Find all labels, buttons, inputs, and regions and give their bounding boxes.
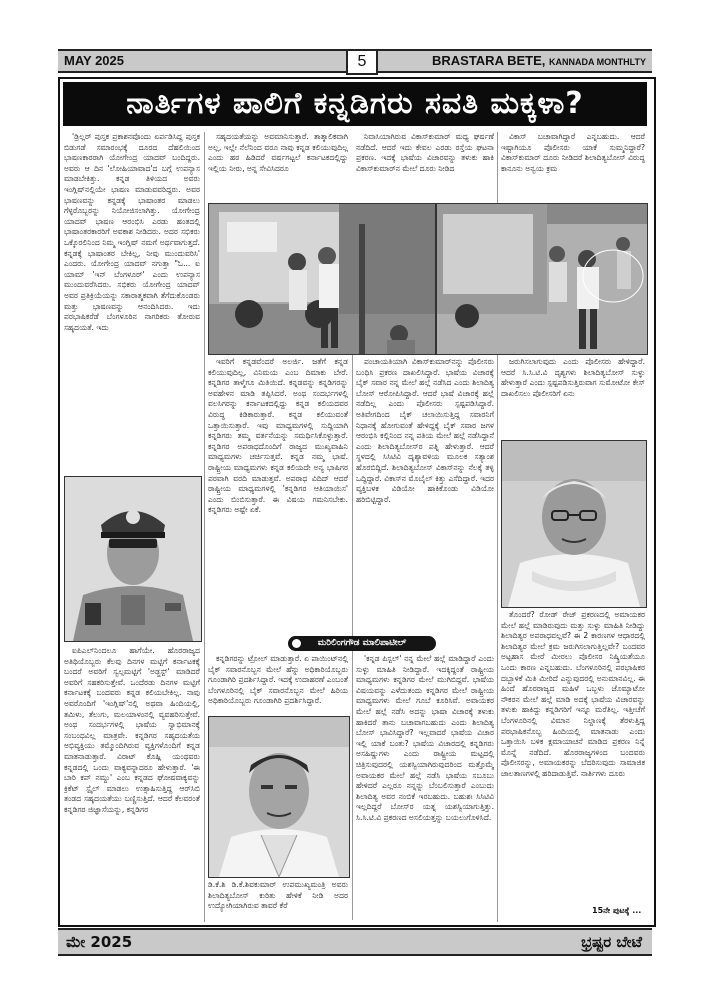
article-text: ವಿಕಾಸ್ ಬಚಾವಾಗಿದ್ದಾರೆ ಎನ್ನಬಹುದು. ಆದರೆ ಇಷ್ಟಾಗಿಯೂ ಪೊಲೀಸರು ಯಾಕೆ ಸುಮ್ಮನಿದ್ದಾರೆ? ವಿಕಾಸ್‌ಕುಮಾರ್ ದೂರು ನೀಡಿದರೆ ಶಿಲಾದಿತ್ಯಬೋಸ್ ವಿರುದ್ಧ ಕಾನೂನು ಅನ್ವಯ ಕ್ರಮ bbox=[501, 132, 645, 173]
article-column-3-mid bbox=[356, 357, 494, 633]
article-headline: ನಾರ್ತಿಗಳ ಪಾಲಿಗೆ ಕನ್ನಡಿಗರು ಸವತಿ ಮಕ್ಕಳಾ? bbox=[63, 82, 647, 126]
dks-photo bbox=[208, 716, 350, 878]
article-text: ತೊಂದರೆ? ರೋಡ್ ರೇಜ್ ಪ್ರಕರಣದಲ್ಲಿ ಅಮಾಯಕರ ಮೇಲೆ ಹಲ್ಲೆ ಮಾಡಿರುವುದು ಮತ್ತು ಸುಳ್ಳು ಮಾಹಿತಿ ನೀಡಿದ್ದು ಶಿಲಾದಿತ್ಯರ ಅಪರಾಧವಲ್ಲವೆ? ಈ 2 ಕಾರಣಗಳ ಆಧಾರದಲ್ಲಿ ಶಿಲಾದಿತ್ಯರ ಮೇಲೆ ಕ್ರಮ ಜರುಗಿಸಲಾಗುತ್ತಿಲ್ಲವೇ? ಬಂದವರ ಅಟ್ಟಹಾಸ ಮೇರೆ ಮೀರಲು ಪೊಲೀಸರ ನಿಷ್ಕ್ರಿಯತೆಯೂ ಒಂದು ಕಾರಣ ಎನ್ನಬಹುದು. ಬೆಂಗಳೂರಿನಲ್ಲಿ ಪರಭಾಷಿಕರ ದಬ್ಬಾಳಿಕೆ ಮಿತಿ ಮೀರಿದೆ ಎನ್ನುವುದರಲ್ಲಿ ಅನುಮಾನವಿಲ್ಲ. ಈ ಹಿಂದೆ ಹೊರರಾಜ್ಯದ ಮಹಿಳೆ ಒಬ್ಬಳು ಜೊಮ್ಯಾಟೋ ನೌಕರನ ಮೇಲೆ ಹಲ್ಲೆ ಮಾಡಿ ಅದಕ್ಕೆ ಭಾಷೆಯ ವಿಚಾರವನ್ನು ತಳುಕು ಹಾಕಿದ್ದು ಕನ್ನಡಿಗರಿಗೆ ಇನ್ನೂ ಮರೆತಿಲ್ಲ. ಇತ್ತೀಚೆಗೆ ಬೆಂಗಳೂರಿನಲ್ಲಿ ವಿಮಾನ ನಿಲ್ದಾಣಕ್ಕೆ ತೆರಳುತ್ತಿದ್ದ ಪರಭಾಷಿಕನೊಬ್ಬ ಹಿಂದಿಯಲ್ಲಿ ಮಾತನಾಡು ಎಂದು ಒತ್ತಾಯಿಸಿ ಬಳಿಕ ಕ್ಷಮಾಯಾಚನೆ ಮಾಡಿದ ಪ್ರಕರಣ ನಿನ್ನೆ ಮೊನ್ನೆ ನಡೆದಿದೆ. ಹೊರರಾಜ್ಯಗಳಿಂದ ಬಂದವರು ಪೊಲೀಸರನ್ನು, ಅಮಾಯಕರನ್ನು ಬೆದರಿಸುವುದು ಸಾಮಾಜಿಕ ಜಾಲತಾಣಗಳಲ್ಲಿ ಹರಿದಾಡುತ್ತಿವೆ. ನಾರ್ತಿಗಳು ದೂರು bbox=[501, 610, 645, 778]
article-column-1-bottom bbox=[64, 646, 200, 922]
author-byline bbox=[288, 636, 436, 651]
article-text: 'ಡ್ರಿಲ್ಲರ್ ಪುಸ್ತಕ ಪ್ರಕಾಶನವೊಂದು ಏರ್ಪಡಿಸಿದ್ದ ಪುಸ್ತಕ ಬಿಡುಗಡೆ ಸಮಾರಂಭಕ್ಕೆ ದೂರದ ದೆಹಲಿಯಿಂದ ಭಾಷಣಕಾರರಾಗಿ ಯೋಗೇಂದ್ರ ಯಾದವ್ ಬಂದಿದ್ದರು. ಅವರು ಆ ದಿನ 'ಲೋಹಿಯಾವಾದ'ದ ಬಗ್ಗೆ ಉಪನ್ಯಾಸ ಮಾಡಬೇಕಿತ್ತು. ಕನ್ನಡ ತಿಳಿಯದ ಅವರು ಇಂಗ್ಲಿಷ್‌ನಲ್ಲಿಯೇ ಭಾಷಣ ಮಾಡುವವರಿದ್ದರು. ಅವರ ಭಾಷಣವನ್ನು ಕನ್ನಡಕ್ಕೆ ಭಾಷಾಂತರ ಮಾಡಲು ಗೆಳ್ಳರೊಬ್ಬರನ್ನು ನಿಯೋಜಿಸಲಾಗಿತ್ತು. ಯೋಗೇಂದ್ರ ಯಾದವ್ ಭಾಷಣ ಆರಂಭಿಸಿ ಎರಡು ಹಂತದಲ್ಲಿ ಭಾಷಾಂತರಕಾರರಿಗೆ ಅವಕಾಶ ನೀಡಿದರು. ಅದರ ಸಭಿಕರು ಒಕ್ಕೊರಲಿನಿಂದ ನಿಮ್ಮ ಇಂಗ್ಲಿಷ್ ನಮಗೆ ಅರ್ಥವಾಗುತ್ತದೆ. ಕನ್ನಡಕ್ಕೆ ಭಾಷಾಂತರ ಬೇಕಿಲ್ಲ, ನೀವು ಮುಂದುವರಿಸಿ' ಎಂದರು. ಯೋಗೇಂದ್ರ ಯಾದವ್ ನಗುತ್ತಾ "ಓ... ಐ ಯಾಮ್ 'ಇನ್ ಬೆಂಗಳೂರ್' ಎಂದು ಉಪನ್ಯಾಸ ಮುಂದುವರೆಸಿದರು. ಸಭಿಕರು ಯೋಗೇಂದ್ರ ಯಾದವ್ ಅವರ ಪ್ರತಿಕ್ರಿಯೆಯನ್ನು ಸಕಾರಾತ್ಮಕವಾಗಿ ತೆಗೆದುಕೊಂಡರು ಮತ್ತು ಭಾಷಣವನ್ನು ಆನಂದಿಸಿದರು. ಇದು ಪರಭಾಷಿಕರೆಡೆ ಬೆಂಗಳೂರಿನ ನಾಗರಿಕರು ತೋರುವ ಸಹೃದಯತೆ. ಇದು bbox=[64, 132, 200, 332]
article-text: ಇವರಿಗೆ ಕನ್ನಡವೆಂದರೆ ಅಲರ್ಜಿ. ಜತೆಗೆ ಕನ್ನಡ ಕಲಿಯುವುದಿಲ್ಲ, ವಿನಿಮಯ ಎಂಬ ದಿಮಾಕು ಬೇರೆ. ಕನ್ನಡಿಗರ ತಾಳ್ಮೆಗೂ ಮಿತಿಯಿದೆ. ಕನ್ನಡವನ್ನು ಕನ್ನಡಿಗರನ್ನು ಅವಹೇಳನ ಮಾಡಿ ತಪ್ಪಿಸಿದರೆ. ಅಂಥ ಸಂದರ್ಭಗಳಲ್ಲಿ ವಲಸಿಗರನ್ನು ಕರ್ನಾಟಕದಲ್ಲಿದ್ದು ಕನ್ನಡ ಕಲಿಯದವರ ವಿರುದ್ಧ ಕಿಡಿಕಾರುತ್ತಾರೆ. ಕನ್ನಡ ಕಲಿಯುವಂತೆ ಒತ್ತಾಯಿಸುತ್ತಾರೆ. ಇವು ಮಾಧ್ಯಮಗಳಲ್ಲಿ ಸುದ್ದಿಯಾಗಿ ಕನ್ನಡಿಗರು ತಮ್ಮ ವರ್ತನೆಯನ್ನು ಸಮರ್ಥಿಸಿಕೊಳ್ಳುತ್ತಾರೆ. ಕನ್ನಡಿಗರ ಅಪರಾಧದೊಂದಿಗೆ ರಾಜ್ಯದ ಮುಖ್ಯವಾಹಿನಿ ಮಾಧ್ಯಮಗಳು ಚರ್ಚಿಸುತ್ತವೆ. ಕನ್ನಡ ನಮ್ಮ ಭಾಷೆ. ರಾಷ್ಟ್ರೀಯ ಮಾಧ್ಯಮಗಳು ಕನ್ನಡ ಕಲಿಯದೇ ಅನ್ಯ ಭಾಷಿಗರ ಪರವಾಗಿ ವರದಿ ಮಾಡುತ್ತವೆ. ಅಪರಾಧ ವಿದಿದ್ ಆದರೆ ರಾಷ್ಟ್ರೀಯ ಮಾಧ್ಯಮಗಳಲ್ಲಿ 'ಕನ್ನಡಿಗರ ಆತಿಯಾಯಿಸ' ಎಂದು ಬಿಂಬಿಸುತ್ತಾರೆ. ಈ ವಿಷಯ ಗಮನಿಸಬೇಕು. ಕನ್ನಡಿಗರು ಅಷ್ಟೇ ಏಕೆ. bbox=[208, 357, 348, 515]
article-column-3-top bbox=[356, 132, 494, 200]
cctv-photo-1 bbox=[208, 203, 436, 355]
cctv-photo-2 bbox=[436, 203, 648, 355]
publication-name bbox=[432, 53, 646, 68]
article-column-2-mid bbox=[208, 357, 348, 635]
cctv-scene-image bbox=[209, 204, 435, 354]
publication-subtitle: KANNADA MONTHLTY bbox=[549, 57, 646, 67]
page-footer bbox=[58, 928, 652, 956]
column-divider bbox=[204, 132, 205, 922]
author-name: ಮರಿಲಿಂಗಗೌಡ ಮಾಲಿಪಾಟೀಲ್ bbox=[317, 638, 407, 648]
siddaramaiah-photo bbox=[501, 440, 647, 608]
article-text: ಕನ್ನಡಿಗರನ್ನು ಟ್ರೋಲ್ ಮಾಡುತ್ತಾರೆ. ಏ ಪಾಯಿಂಟ್‌ನಲ್ಲಿ ಬೈಕ್ ಸವಾರನೊಬ್ಬನ ಮೇಲೆ ಹೆನ್ನು ಅಧಿಕಾರಿಯೊಬ್ಬರು ಗೂಂಡಾಗಿರಿ ಪ್ರದರ್ಶಿಸಿದ್ದಾರೆ. ಇದಕ್ಕೆ ಉದಾಹರಣೆ ಎಂಬಂತೆ ಬೆಂಗಳೂರಿನಲ್ಲಿ ಬೈಕ್ ಸವಾರನೊಬ್ಬನ ಮೇಲೆ ಹಿರಿಯ ಅಧಿಕಾರಿಯೊಬ್ಬರು ಗೂಂಡಾಗಿರಿ ಪ್ರದರ್ಶಿಸಿದ್ದಾರೆ. bbox=[208, 654, 348, 706]
dks-photo-caption: ಡಿ.ಕೆ.ಶಿ ಡಿ.ಕೆ.ಶಿವಕುಮಾರ್ ಉಪಮುಖ್ಯಮಂತ್ರಿ ಅವರು ಶಿಲಾದಿತ್ಯಬೋಸ್ ಕುರಿತು ಹೇಳಿಕೆ ನೀಡಿ ಅದರ ಉದ್ಯೋಗಿಯಾಗಿರುವ ತಾವರೆ ಕೆರೆ bbox=[208, 880, 348, 911]
column-divider bbox=[352, 340, 353, 920]
page-number: 5 bbox=[346, 49, 378, 75]
dk-shivakumar-image bbox=[209, 717, 349, 877]
footer-publication: ಭ್ರಷ್ಟರ ಬೇಟೆ bbox=[581, 933, 642, 951]
article-column-2-top bbox=[208, 132, 348, 198]
article-text: ಸಹೃದಯತೆಯನ್ನು ಅವಮಾನಿಸುತ್ತಾರೆ. ತಾತ್ಕಾಲಿಕವಾಗಿ ಅಲ್ಲ, ಇಲ್ಲೇ ನೆಲೆನಿಂದ ವರೂ ನಾವು ಕನ್ನಡ ಕಲಿಯುವುದಿಲ್ಲ ಎಂದು ಹಠ ಹಿಡಿದರೆ ವರ್ಷಗಟ್ಟಲೆ ಕರ್ನಾಟಕದಲ್ಲಿದ್ದು ಇಲ್ಲಿಯ ನೀರು, ಅನ್ನ ಸೇವಿಸಿದರೂ bbox=[208, 132, 348, 173]
article-column-1-top bbox=[64, 132, 200, 472]
article-text: ಪಂಚಾಯತಿಯಾಗಿ ವಿಕಾಸ್‌ಕುಮಾರ್‌ನನ್ನು ಪೊಲೀಸರು ಬಂಧಿಸಿ ಪ್ರಕರಣ ದಾಖಲಿಸಿದ್ದಾರೆ. ಭಾಷೆಯ ವಿಚಾರಕ್ಕೆ ಬೈಕ್ ಸವಾರ ನನ್ನ ಮೇಲೆ ಹಲ್ಲೆ ನಡೆಸಿದ ಎಂದು ಶಿಲಾದಿತ್ಯ ಬೋಸ್ ಆರೋಪಿಸಿದ್ದಾರೆ. ಆದರೆ ಭಾಷೆ ವಿಚಾರಕ್ಕೆ ಹಲ್ಲೆ ನಡೆದಿಲ್ಲ ಎಂದು ಪೊಲೀಸರು ಸ್ಪಷ್ಟಪಡಿಸಿದ್ದಾರೆ. ಅತಿವೇಗದಿಂದ ಬೈಕ್ ಚಲಾಯಿಸುತ್ತಿದ್ದ ಸವಾರನಿಗೆ ನಿಧಾನಕ್ಕೆ ಹೋಗುವಂತೆ ಹೇಳಿದ್ದಕ್ಕೆ ಬೈಕ್ ಸವಾರ ಜಗಳ ಆರಂಭಿಸಿ ಕಲ್ಲಿನಿಂದ ನನ್ನ ಪತಿಯ ಮೇಲೆ ಹಲ್ಲೆ ನಡೆಸಿದ್ದಾನೆ ಎಂದು ಶಿಲಾದಿತ್ಯಬೋಸ್‌ರ ಪತ್ನಿ ಹೇಳುತ್ತಾರೆ. ಆದರೆ ಸ್ಥಳದಲ್ಲಿ ಸಿಸಿಟಿವಿ ದೃಶ್ಯಾವಳಿಯ ಮೂಲಕ ಸತ್ಯಾಂಶ ಹೊರಬಿದ್ದಿದೆ. ಶಿಲಾದಿತ್ಯಬೋಸ್ ವಿಕಾಸ್‌ನನ್ನು ನೆಲಕ್ಕೆ ತಳ್ಳಿ ಒದ್ದಿದ್ದಾರೆ. ವಿಕಾಸ್‌ನ ಮೊಬೈಲ್ ಕಿತ್ತು ಎಸೆದಿದ್ದಾರೆ. ಇದರ ವ್ಯಕ್ತಿಬಳಕ ವಿಡಿಯೋ ಹಾಕಿಕೊಂಡು ವಿಡಿಯೋ ಹರಿಬಿಟ್ಟಿದ್ದಾರೆ. bbox=[356, 357, 494, 504]
police-officer-photo bbox=[64, 476, 202, 642]
siddaramaiah-image bbox=[502, 441, 646, 607]
article-text: 'ಕನ್ನಡ ಪಿಸ್ಟಲ್' ನನ್ನ ಮೇಲೆ ಹಲ್ಲೆ ಮಾಡಿದ್ದಾರೆ ಎಂದು ಸುಳ್ಳು ಮಾಹಿತಿ ನೀಡಿದ್ದಾರೆ. ಇದಕ್ಕಿದ್ದಂತೆ ರಾಷ್ಟ್ರೀಯ ಮಾಧ್ಯಮಗಳು ಕನ್ನಡಿಗರ ಮೇಲೆ ಮುಗಿಬಿದ್ದವೆ. ಭಾಷೆಯ ವಿಷಯವನ್ನು ಎಳೆದುತಂದು ಕನ್ನಡಿಗರ ಮೇಲೆ ರಾಷ್ಟ್ರೀಯ ಮಾಧ್ಯಮಗಳು ಮೇಲೆ ಗೂಬೆ ಕೂರಿಸಿವೆ. ಅವಾಯಕರ ಮೇಲೆ ಹಲ್ಲೆ ನಡೆಸಿ ಅದನ್ನು ಭಾಷಾ ವಿಚಾರಕ್ಕೆ ತಳುಕು ಹಾಕಿದರೆ ತಾನು ಬಚಾವಾಗಬಹುದು ಎಂದು ಶಿಲಾದಿತ್ಯ ಬೋಸ್ ಭಾವಿಸಿದ್ದಾರೆ? ಇಲ್ಲವಾದರೆ ಭಾಷೆಯ ವಿಚಾರ ಇಲ್ಲಿ ಯಾಕೆ ಬಂತು? ಭಾಷೆಯ ವಿಚಾರದಲ್ಲಿ ಕನ್ನಡಿಗರು ಅಸಹಿಷ್ಣುಗಳು ಎಂದು ರಾಷ್ಟ್ರೀಯ ಮಟ್ಟದಲ್ಲಿ ಚಿತ್ರಿಸುವುದರಲ್ಲಿ ಯಶಸ್ವಿಯಾಗಿರುವುದರಿಂದ ಮತ್ತೊಮ್ಮೆ ಅವಾಯಕರ ಮೇಲೆ ಹಲ್ಲೆ ನಡೆಸಿ ಭಾಷೆಯ ಸಬೂಬು ಹೇಳಿದರೆ ಎಲ್ಲರೂ ನನ್ನನ್ನು ಬೆಂಬಲಿಸುತ್ತಾರೆ ಎಂಬುದು ಶಿಲಾದಿತ್ಯ ಅವರ ನಂಬಿಕೆ ಇರಬಹುದು. ಬಹುಶಃ ಸಿಸಿಟಿವಿ ಇಲ್ಲದಿದ್ದರೆ ಬೋಸ್‌ರ ಯತ್ನ ಯಶಸ್ವಿಯಾಗುತ್ತಿತ್ತು. ಸಿ.ಸಿ.ಟಿ.ವಿ ಪ್ರಕರಣದ ಅಸಲಿಯತ್ತನ್ನು ಬಯಲುಗೊಳಿಸಿದೆ. bbox=[356, 654, 494, 822]
article-text: ಜರುಗಿಸಲಾಗುವುದು ಎಂದು ಪೊಲೀಸರು ಹೇಳಿದ್ದಾರೆ. ಆದರೆ ಸಿ.ಸಿ.ಟಿ.ವಿ ದೃಶ್ಯಗಳು ಶಿಲಾದಿತ್ಯಬೋಸ್ ಸುಳ್ಳು ಹೇಳುತ್ತಾರೆ ಎಂದು ಸ್ಪಷ್ಟಪಡಿಸುತ್ತಿರುವಾಗ ಸುಮೋಟೋ ಕೇಸ್ ದಾಖಲಿಸಲು ಪೊಲೀಸರಿಗೆ ಏನು bbox=[501, 357, 645, 398]
police-officer-image bbox=[65, 477, 201, 641]
article-column-4-top bbox=[501, 132, 645, 200]
article-text: ಐಪಿಎಲ್‌ನಿಂದಲೂ ಹಾಗೆಯೇ. ಹೊರರಾಜ್ಯದ ಅತಿಥಿಯೊಬ್ಬರು ಕೆಲವು ದಿನಗಳ ಮಟ್ಟಿಗೆ ಕರ್ನಾಟಕಕ್ಕೆ ಬಂದರೆ ಅವರಿಗೆ ಸ್ವಲ್ಪಮಟ್ಟಿಗೆ 'ಅಡ್ಜಸ್ಟ್' ಮಾಡಿದರೆ ಅವರಿಗೆ ಸಹಕರಿಸುತ್ತೇವೆ. ಒಂದೆರಡು ದಿನಗಳ ಮಟ್ಟಿಗೆ ಕರ್ನಾಟಕಕ್ಕೆ ಬಂದವರು ಕನ್ನಡ ಕಲಿಯಬೇಕಿಲ್ಲ. ನಾವು ಅವರೊಂದಿಗೆ 'ಇಂಗ್ಲಿಷ್'ನಲ್ಲಿ ಅಥವಾ ಹಿಂದಿಯಲ್ಲಿ, ತಮಿಳು, ತೆಲುಗು, ಮಲಯಾಳಂನಲ್ಲಿ ವ್ಯವಹರಿಸುತ್ತೇವೆ. ಅಂಥ ಸಂದರ್ಭಗಳಲ್ಲಿ ಭಾಷೆಯ ಸ್ವಾಭಿಮಾನಕ್ಕೆ ಸಂಬಂಧವಿಲ್ಲ ಮಾತ್ರವೇ. ಕನ್ನಡಿಗರ ಸಹೃದಯತೆಯ ಅಭಿವ್ಯಕ್ತಿಯು ತಮ್ಮೊಂದಿಗಿರುವ ವ್ಯಕ್ತಿಗಳೊಂದಿಗೆ ಕನ್ನಡ ಮಾತನಾಡುತ್ತಾರೆ. ವಿರಾಟ್ ಕೊಹ್ಲಿ ಯಂಥವರು ಕನ್ನಡದಲ್ಲಿ ಒಂದು ವಾಕ್ಯವನ್ನಾದರೂ ಹೇಳುತ್ತಾರೆ. 'ಈ ಬಾರಿ ಕಪ್ ನಮ್ದು' ಎಂಬ ಕನ್ನಡದ ಘೋಷವಾಕ್ಯವನ್ನು ಕ್ರಿಕೆಟ್ ಸ್ಟೈಲ್ ಮಾಡಲು ಉತ್ಸಾಹಿಸುತ್ತಿದ್ದ ಆರ್‌ಸಿಬಿ ತಂಡದ ಸಹೃದಯತೆಯು ಬಣ್ಣಿಸುತ್ತಿದೆ. ಆದರೆ ಕೆಲವರಂತೆ ಕನ್ನಡಿಗರ ಜಿಜ್ಞಾಸೆಯನ್ನು, ಕನ್ನಡಿಗರ bbox=[64, 646, 200, 814]
cctv-scene-image bbox=[437, 204, 647, 354]
article-column-3-bottom bbox=[356, 654, 494, 920]
article-column-4-bottom bbox=[501, 610, 645, 904]
header-date: MAY 2025 bbox=[64, 53, 124, 68]
footer-date: ಮೇ 2025 bbox=[66, 933, 133, 951]
article-text: ನಿವಾಸಿಯಾಗಿರುವ ವಿಕಾಸ್‌ಕುಮಾರ್ ಮಧ್ಯ ಘರ್ಷಣೆ ನಡೆದಿದೆ. ಆದರೆ ಇದು ಕೇವಲ ಎರಡು ರಸ್ತೆಯ ಘಟನಾ ಪ್ರಕರಣ. ಇದಕ್ಕೆ ಭಾಷೆಯ ವಿಚಾರವನ್ನು ತಳುಕು ಹಾಕಿ ವಿಕಾಸ್‌ಕುಮಾರ್‌ನ ಮೇಲೆ ದೂರು ನೀಡಿದ bbox=[356, 132, 494, 173]
pen-icon bbox=[292, 639, 301, 648]
continued-note: 15ನೇ ಪುಟಕ್ಕೆ ... bbox=[592, 906, 642, 915]
page-header bbox=[58, 49, 652, 73]
article-column-2-bottom bbox=[208, 654, 348, 714]
publication-title: BRASTARA BETE, bbox=[431, 53, 546, 68]
article-column-4-mid bbox=[501, 357, 645, 435]
